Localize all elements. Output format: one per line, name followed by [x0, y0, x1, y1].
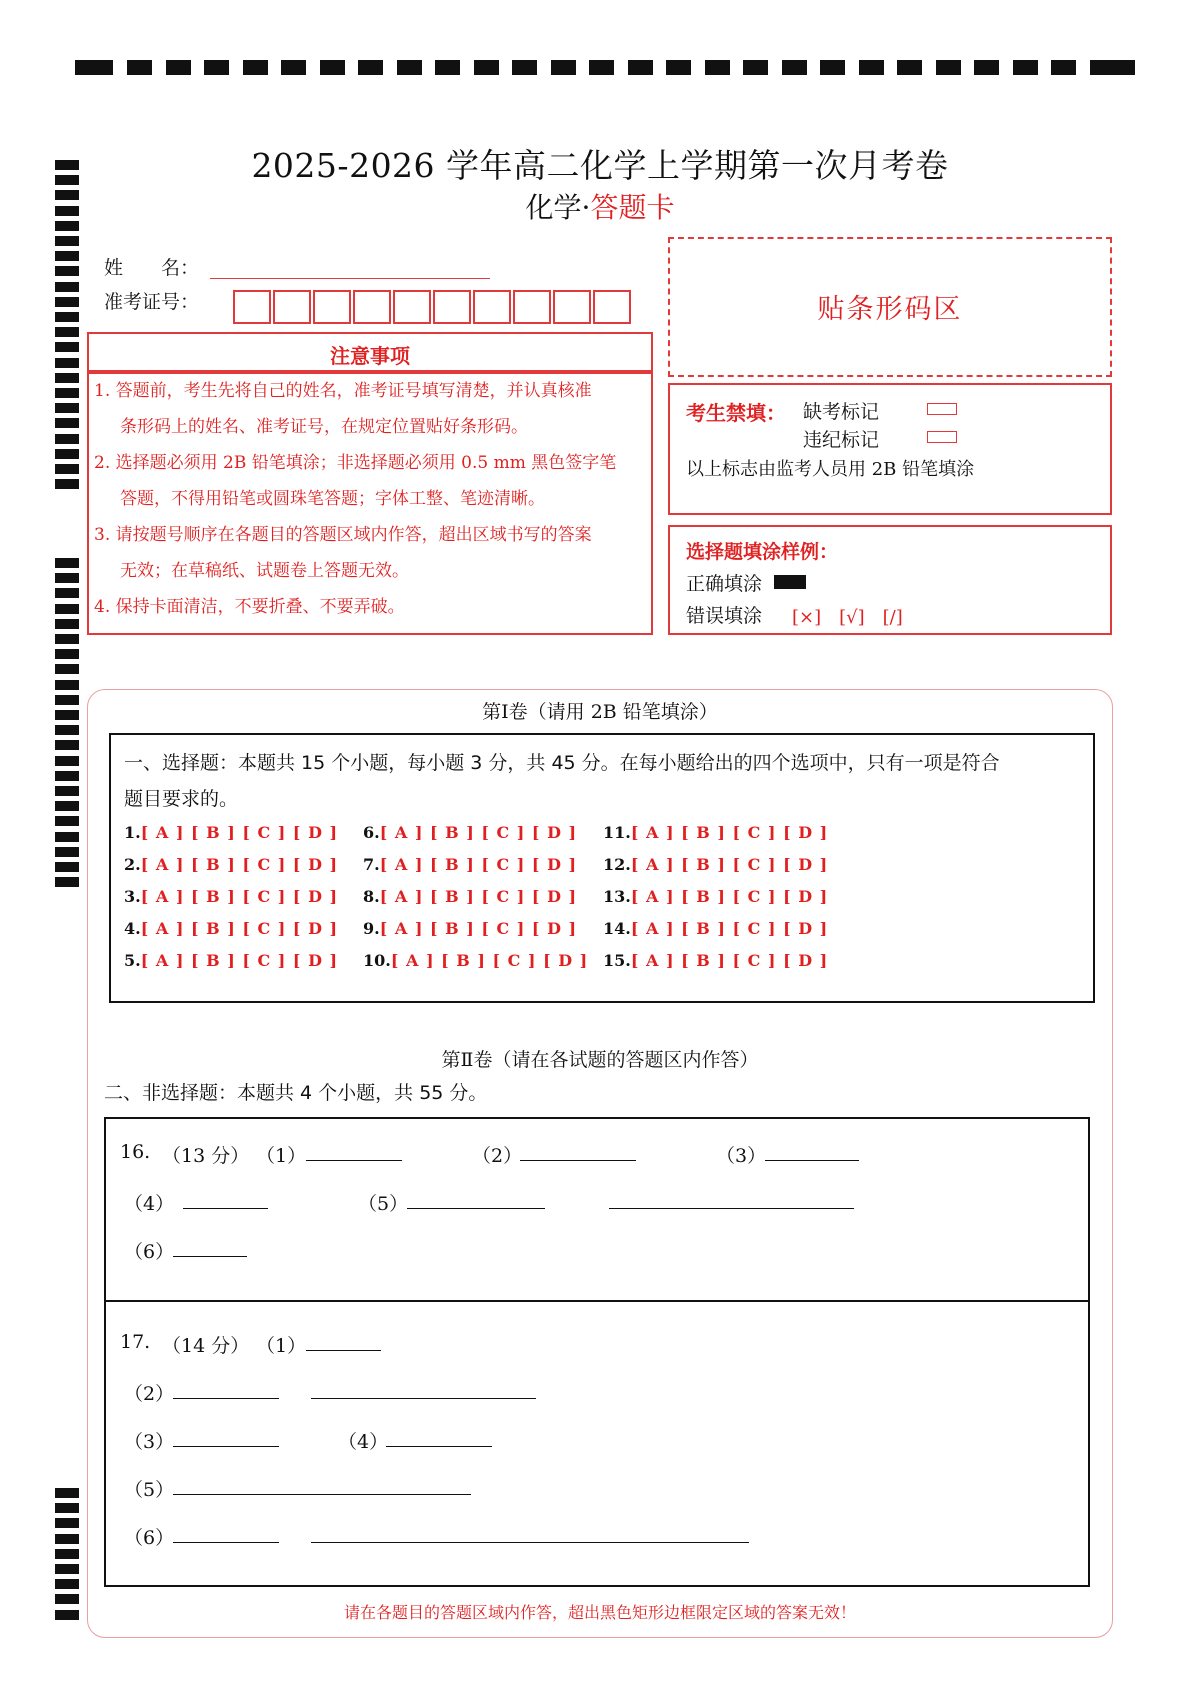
timing-mark: [55, 388, 79, 398]
timing-mark: [55, 1549, 79, 1559]
timing-mark: [55, 832, 79, 842]
mcq-number: 7.: [363, 855, 380, 874]
timing-mark: [474, 60, 499, 75]
timing-mark: [1013, 60, 1038, 75]
timing-mark: [512, 60, 537, 75]
q17-part4-label: （4）: [338, 1431, 389, 1453]
q17-part6-answer-extra[interactable]: [311, 1542, 749, 1543]
q16-number: 16.: [120, 1141, 151, 1163]
mcq-item[interactable]: [363, 823, 577, 842]
timing-mark: [55, 771, 79, 781]
notice-title-box: [87, 332, 653, 372]
q17-part3-answer[interactable]: [173, 1446, 279, 1447]
timing-mark: [55, 236, 79, 246]
mcq-number: 3.: [124, 887, 141, 906]
mcq-number: 10.: [363, 951, 391, 970]
mcq-number: 5.: [124, 951, 141, 970]
fill-sample-box: [668, 525, 1112, 635]
mcq-item[interactable]: [124, 919, 338, 938]
exam-id-digit-box[interactable]: [433, 290, 471, 324]
q16-part4-answer[interactable]: [183, 1208, 268, 1209]
timing-mark: [551, 60, 576, 75]
timing-mark: [55, 588, 79, 598]
q16-part6-answer[interactable]: [173, 1256, 247, 1257]
notice-line: 2. 选择题必须用 2B 铅笔填涂；非选择题必须用 0.5 mm 黑色签字笔: [94, 453, 617, 473]
exam-id-digit-box[interactable]: [513, 290, 551, 324]
timing-mark: [974, 60, 999, 75]
q17-part2-answer[interactable]: [173, 1398, 279, 1399]
q16-part1-answer[interactable]: [306, 1160, 402, 1161]
mcq-number: 1.: [124, 823, 141, 842]
timing-mark: [55, 297, 79, 307]
notice-line: 条形码上的姓名、准考证号，在规定位置贴好条形码。: [120, 417, 528, 437]
timing-mark: [1097, 60, 1135, 75]
mcq-item[interactable]: [603, 887, 828, 906]
notice-line: 答题，不得用铅笔或圆珠笔答题；字体工整、笔迹清晰。: [120, 489, 545, 509]
mcq-number: 15.: [603, 951, 631, 970]
mcq-item[interactable]: [363, 887, 577, 906]
timing-mark: [320, 60, 345, 75]
timing-mark: [281, 60, 306, 75]
mcq-number: 9.: [363, 919, 380, 938]
q16-part5-answer-extra[interactable]: [609, 1208, 854, 1209]
timing-mark: [55, 877, 79, 887]
timing-mark: [55, 786, 79, 796]
q17-part5-answer[interactable]: [173, 1494, 471, 1495]
q17-part2-label: （2）: [124, 1383, 175, 1405]
timing-mark: [666, 60, 691, 75]
timing-mark: [55, 664, 79, 674]
mcq-options[interactable]: [ A ] [ B ] [ C ] [ D ]: [379, 919, 578, 938]
name-field[interactable]: [210, 278, 490, 279]
timing-mark: [127, 60, 152, 75]
fill-sample-label: 选择题填涂样例：: [686, 541, 839, 563]
timing-mark: [782, 60, 807, 75]
timing-mark: [55, 449, 79, 459]
subtitle-prefix: 化学·: [525, 191, 591, 224]
q16-part6-label: （6）: [124, 1241, 175, 1263]
part2-instructions: 二、非选择题：本题共 4 个小题，共 55 分。: [104, 1082, 488, 1104]
timing-mark: [55, 740, 79, 750]
name-label: 姓 名：: [104, 257, 200, 279]
timing-mark: [55, 1579, 79, 1589]
mcq-item[interactable]: [363, 919, 577, 938]
timing-mark: [55, 604, 79, 614]
notice-title: 注意事项: [330, 344, 410, 368]
timing-mark: [55, 680, 79, 690]
mcq-options[interactable]: [ A ] [ B ] [ C ] [ D ]: [630, 887, 829, 906]
q16-part3-answer[interactable]: [765, 1160, 859, 1161]
timing-mark: [55, 403, 79, 413]
subtitle-suffix: 答题卡: [590, 191, 675, 224]
q17-box: [104, 1300, 1090, 1587]
timing-mark: [55, 862, 79, 872]
timing-mark: [55, 649, 79, 659]
mcq-item[interactable]: [124, 887, 338, 906]
exam-id-digit-box[interactable]: [553, 290, 591, 324]
mcq-number: 8.: [363, 887, 380, 906]
timing-mark: [55, 464, 79, 474]
notice-line: 4. 保持卡面清洁，不要折叠、不要弄破。: [94, 597, 405, 617]
mcq-number: 11.: [603, 823, 631, 842]
q17-score: （14 分）: [162, 1335, 250, 1357]
mcq-options[interactable]: [ A ] [ B ] [ C ] [ D ]: [379, 855, 578, 874]
timing-mark: [397, 60, 422, 75]
q17-number: 17.: [120, 1331, 151, 1353]
mcq-number: 2.: [124, 855, 141, 874]
timing-mark: [243, 60, 268, 75]
q16-part2-answer[interactable]: [520, 1160, 636, 1161]
timing-mark: [55, 634, 79, 644]
mcq-options[interactable]: [ A ] [ B ] [ C ] [ D ]: [630, 951, 829, 970]
exam-id-digit-box[interactable]: [593, 290, 631, 324]
timing-mark: [166, 60, 191, 75]
timing-mark: [628, 60, 653, 75]
q17-part6-label: （6）: [124, 1527, 175, 1549]
timing-mark: [55, 251, 79, 261]
timing-mark: [75, 60, 113, 75]
mcq-options[interactable]: [ A ] [ B ] [ C ] [ D ]: [630, 919, 829, 938]
timing-mark: [55, 801, 79, 811]
wrong-fill-label: 错误填涂: [686, 605, 763, 627]
timing-mark: [55, 342, 79, 352]
timing-mark: [55, 1534, 79, 1544]
mcq-item[interactable]: [124, 855, 338, 874]
absent-mark-label: 缺考标记: [803, 401, 880, 423]
notice-line: 1. 答题前，考生先将自己的姓名，准考证号填写清楚，并认真核准: [94, 381, 592, 401]
q17-part1-answer[interactable]: [306, 1350, 381, 1351]
timing-mark: [55, 1503, 79, 1513]
examiner-only-box: [668, 383, 1112, 515]
exam-id-digit-box[interactable]: [473, 290, 511, 324]
mcq-options[interactable]: [ A ] [ B ] [ C ] [ D ]: [630, 823, 829, 842]
violation-mark-box[interactable]: [927, 431, 957, 443]
mcq-options[interactable]: [ A ] [ B ] [ C ] [ D ]: [379, 887, 578, 906]
mcq-options[interactable]: [ A ] [ B ] [ C ] [ D ]: [140, 919, 339, 938]
q16-score: （13 分）: [162, 1145, 250, 1167]
mcq-item[interactable]: [124, 951, 338, 970]
q17-part2-answer-extra[interactable]: [311, 1398, 536, 1399]
barcode-label: 贴条形码区: [817, 294, 963, 325]
timing-mark: [55, 479, 79, 489]
timing-mark: [55, 327, 79, 337]
mcq-number: 14.: [603, 919, 631, 938]
q17-part3-label: （3）: [124, 1431, 175, 1453]
timing-mark: [55, 816, 79, 826]
examiner-note: 以上标志由监考人员用 2B 铅笔填涂: [686, 459, 975, 480]
timing-mark: [55, 1564, 79, 1574]
q17-part4-answer[interactable]: [386, 1446, 492, 1447]
timing-mark: [55, 756, 79, 766]
notice-line: 3. 请按题号顺序在各题目的答题区域内作答，超出区域书写的答案: [94, 525, 592, 545]
q16-part2-label: （2）: [472, 1145, 523, 1167]
mcq-number: 4.: [124, 919, 141, 938]
exam-id-digit-box[interactable]: [313, 290, 351, 324]
timing-mark: [743, 60, 768, 75]
q17-part5-label: （5）: [124, 1479, 175, 1501]
q16-part3-label: （3）: [716, 1145, 767, 1167]
id-label: 准考证号：: [104, 291, 200, 313]
mcq-options[interactable]: [ A ] [ B ] [ C ] [ D ]: [140, 823, 339, 842]
timing-mark: [55, 434, 79, 444]
notice-line: 无效；在草稿纸、试题卷上答题无效。: [120, 561, 409, 581]
page-title: 2025-2026 学年高二化学上学期第一次月考卷: [251, 146, 949, 185]
mcq-number: 13.: [603, 887, 631, 906]
timing-mark: [55, 266, 79, 276]
timing-mark: [859, 60, 884, 75]
top-timing-marks: [75, 56, 1135, 80]
violation-mark-label: 违纪标记: [803, 429, 880, 451]
timing-mark: [55, 558, 79, 568]
timing-mark: [55, 573, 79, 583]
timing-mark: [936, 60, 961, 75]
part2-title: 第Ⅱ卷（请在各试题的答题区内作答）: [441, 1049, 759, 1071]
mcq-number: 12.: [603, 855, 631, 874]
mcq-item[interactable]: [603, 951, 828, 970]
q16-part5-label: （5）: [358, 1193, 409, 1215]
timing-mark: [55, 282, 79, 292]
timing-mark: [55, 312, 79, 322]
q16-part4-label: （4）: [124, 1193, 175, 1215]
timing-mark: [820, 60, 845, 75]
timing-mark: [55, 373, 79, 383]
mcq-options[interactable]: [ A ] [ B ] [ C ] [ D ]: [140, 887, 339, 906]
q17-part1-label: （1）: [256, 1335, 307, 1357]
absent-mark-box[interactable]: [927, 403, 957, 415]
mcq-item[interactable]: [363, 951, 588, 970]
wrong-fill-samples: [×] [√] [/]: [792, 607, 903, 628]
examiner-only-label: 考生禁填：: [686, 401, 786, 425]
exam-id-digit-box[interactable]: [393, 290, 431, 324]
timing-mark: [204, 60, 229, 75]
barcode-area: [668, 237, 1112, 377]
mcq-instructions-cont: 题目要求的。: [124, 788, 239, 810]
mcq-item[interactable]: [124, 823, 338, 842]
footer-warning: 请在各题目的答题区域内作答，超出黑色矩形边框限定区域的答案无效！: [343, 1603, 856, 1622]
timing-mark: [55, 725, 79, 735]
mcq-options[interactable]: [ A ] [ B ] [ C ] [ D ]: [390, 951, 589, 970]
exam-id-digit-box[interactable]: [273, 290, 311, 324]
q16-part5-answer[interactable]: [407, 1208, 545, 1209]
mcq-item[interactable]: [363, 855, 577, 874]
mcq-options[interactable]: [ A ] [ B ] [ C ] [ D ]: [140, 855, 339, 874]
mcq-instructions: 一、选择题：本题共 15 个小题，每小题 3 分，共 45 分。在每小题给出的四个选项中，只有一项是符合: [124, 752, 1000, 774]
mcq-options[interactable]: [ A ] [ B ] [ C ] [ D ]: [140, 951, 339, 970]
timing-mark: [55, 358, 79, 368]
timing-mark: [55, 619, 79, 629]
mcq-number: 6.: [363, 823, 380, 842]
correct-fill-label: 正确填涂: [686, 573, 763, 595]
exam-id-digit-box[interactable]: [233, 290, 271, 324]
mcq-item[interactable]: [603, 855, 828, 874]
timing-mark: [55, 418, 79, 428]
part1-title: 第Ⅰ卷（请用 2B 铅笔填涂）: [482, 701, 718, 723]
correct-fill-sample: [774, 575, 806, 589]
mcq-options[interactable]: [ A ] [ B ] [ C ] [ D ]: [630, 855, 829, 874]
timing-mark: [589, 60, 614, 75]
timing-mark: [435, 60, 460, 75]
mcq-options[interactable]: [ A ] [ B ] [ C ] [ D ]: [379, 823, 578, 842]
timing-mark: [705, 60, 730, 75]
mcq-item[interactable]: [603, 919, 828, 938]
timing-mark: [55, 1518, 79, 1528]
timing-mark: [897, 60, 922, 75]
timing-mark: [55, 1488, 79, 1498]
exam-id-digit-box[interactable]: [353, 290, 391, 324]
mcq-item[interactable]: [603, 823, 828, 842]
q16-part1-label: （1）: [256, 1145, 307, 1167]
timing-mark: [55, 847, 79, 857]
timing-mark: [358, 60, 383, 75]
timing-mark: [1051, 60, 1076, 75]
card-subtitle: [0, 186, 1200, 226]
q17-part6-answer[interactable]: [173, 1542, 279, 1543]
